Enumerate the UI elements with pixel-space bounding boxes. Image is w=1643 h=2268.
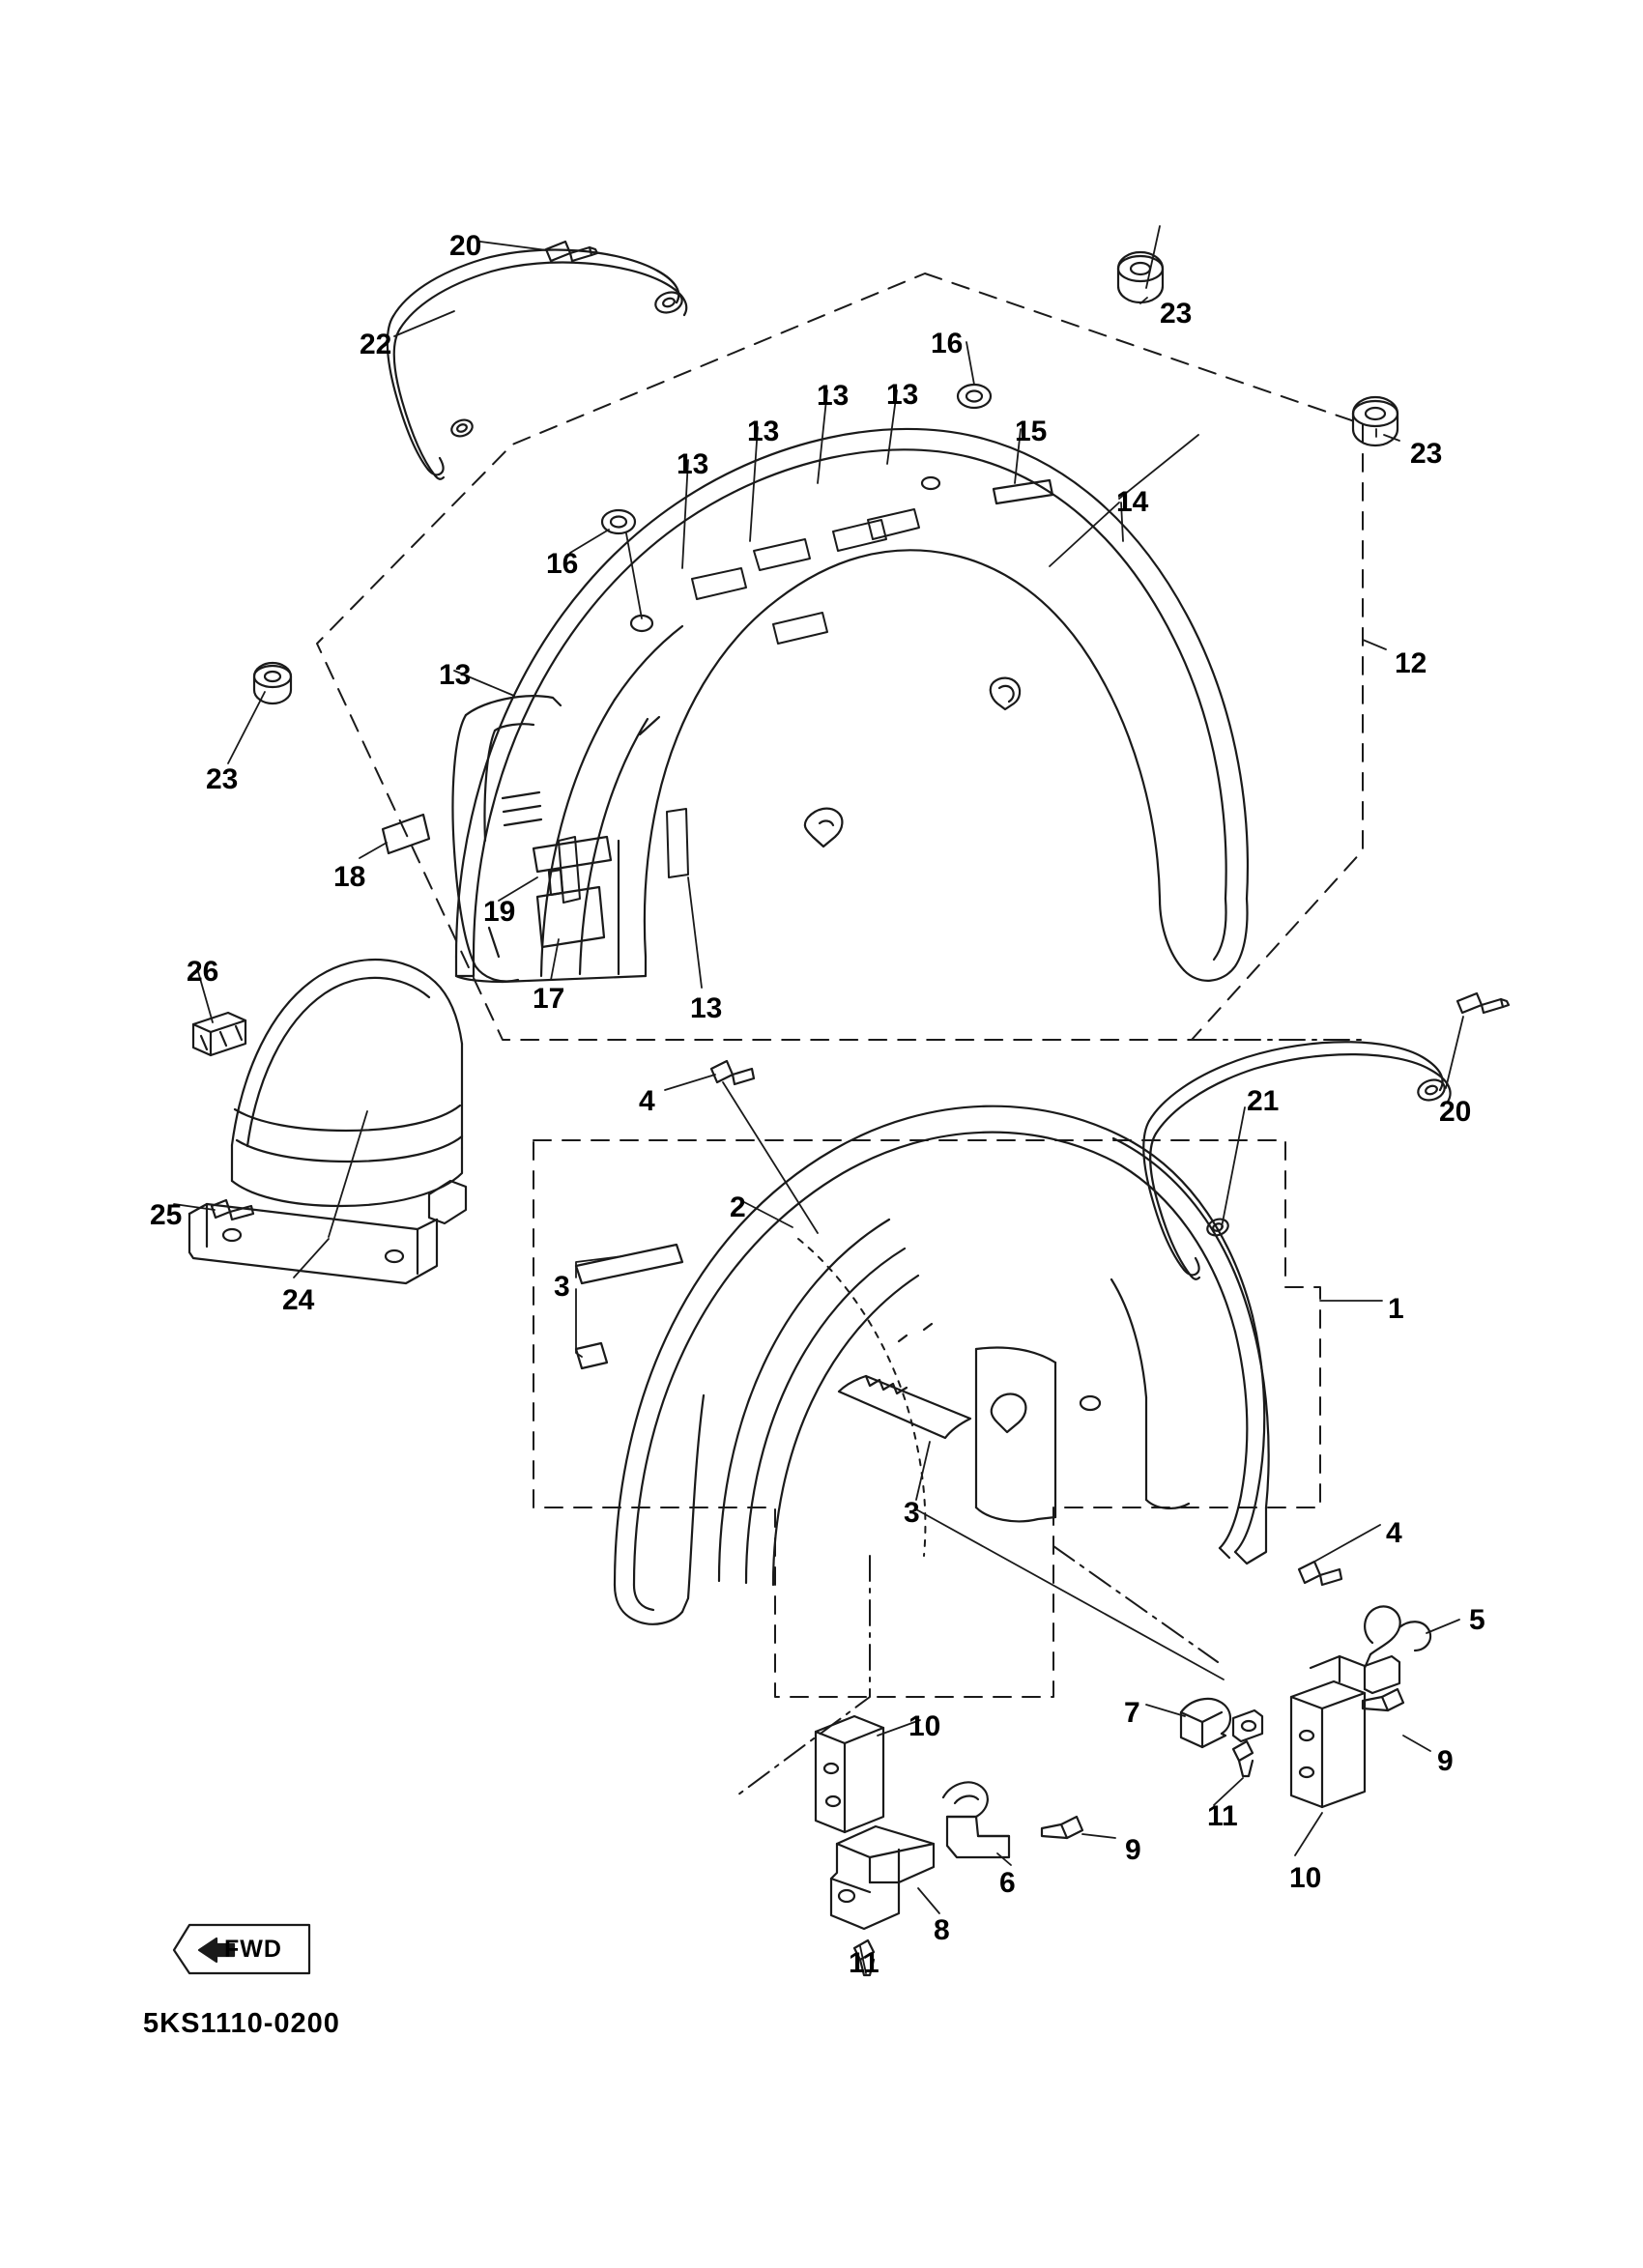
part-10-bracket-right [1291,1656,1399,1807]
callout-number: 2 [730,1191,746,1223]
callout-number: 7 [1124,1697,1140,1729]
part-26-clip [193,1013,245,1055]
callout-number: 23 [206,763,239,795]
callout-number: 3 [554,1271,570,1303]
group-frame-1 [533,1140,1320,1697]
callout-number: 16 [546,548,579,580]
part-17-plate [537,887,604,947]
part-6-clip [943,1782,1009,1857]
callout-number: 12 [1395,647,1427,679]
callout-number: 22 [360,329,392,360]
callout-number: 13 [690,992,723,1024]
callout-number: 20 [449,230,482,262]
part-15-strip [994,480,1052,503]
callout-number: 20 [1439,1096,1472,1128]
callout-number: 9 [1125,1834,1141,1866]
callout-number: 17 [533,983,565,1015]
part-11-bolts [854,1741,1253,1975]
inner-fender-panel [453,696,660,981]
diagram-part-number: 5KS1110-0200 [143,2008,340,2039]
callout-number: 18 [333,861,366,893]
callout-number: 10 [1289,1862,1322,1894]
callout-number: 13 [817,380,850,412]
callout-number: 15 [1015,416,1048,447]
part-23-nuts [254,252,1398,703]
part-10-bracket-left [816,1716,883,1832]
callout-number: 5 [1469,1604,1485,1636]
part-16-grommets [602,385,991,631]
callout-number: 16 [931,328,964,359]
callout-number: 9 [1437,1745,1454,1777]
callout-number: 13 [439,659,472,691]
callout-number: 3 [904,1497,920,1529]
part-5-wire-clip [1365,1606,1430,1668]
callout-number: 23 [1160,298,1193,330]
callout-number: 1 [1388,1293,1404,1325]
callout-number: 24 [282,1284,315,1316]
callout-number: 4 [639,1085,655,1117]
part-20-screw-lower [1457,993,1509,1013]
part-2-front-fender [615,1106,1269,1624]
callout-number: 21 [1247,1085,1280,1117]
callout-number: 8 [934,1914,950,1946]
part-21-trim-strip [1143,1042,1450,1279]
callout-number: 11 [1207,1800,1238,1832]
callout-number: 26 [187,956,219,988]
part-8-bracket [831,1826,934,1929]
part-7-clamp [1181,1699,1262,1747]
part-24-license-bracket [187,956,466,1283]
callout-number: 13 [747,416,780,447]
callout-number: 6 [999,1867,1016,1899]
callout-number: 25 [150,1199,183,1231]
part-22-trim-strip [388,250,686,479]
callout-number: 23 [1410,438,1443,470]
callout-number: 13 [886,379,919,411]
callout-number: 4 [1386,1517,1402,1549]
callout-number: 10 [908,1710,941,1742]
callout-number: 14 [1116,486,1149,518]
fwd-label: FWD [224,1936,282,1963]
part-3-strips [576,1245,970,1438]
callout-number: 11 [849,1947,879,1979]
callout-number: 19 [483,896,516,928]
callout-number: 13 [677,448,709,480]
part-13-pads [559,509,919,903]
